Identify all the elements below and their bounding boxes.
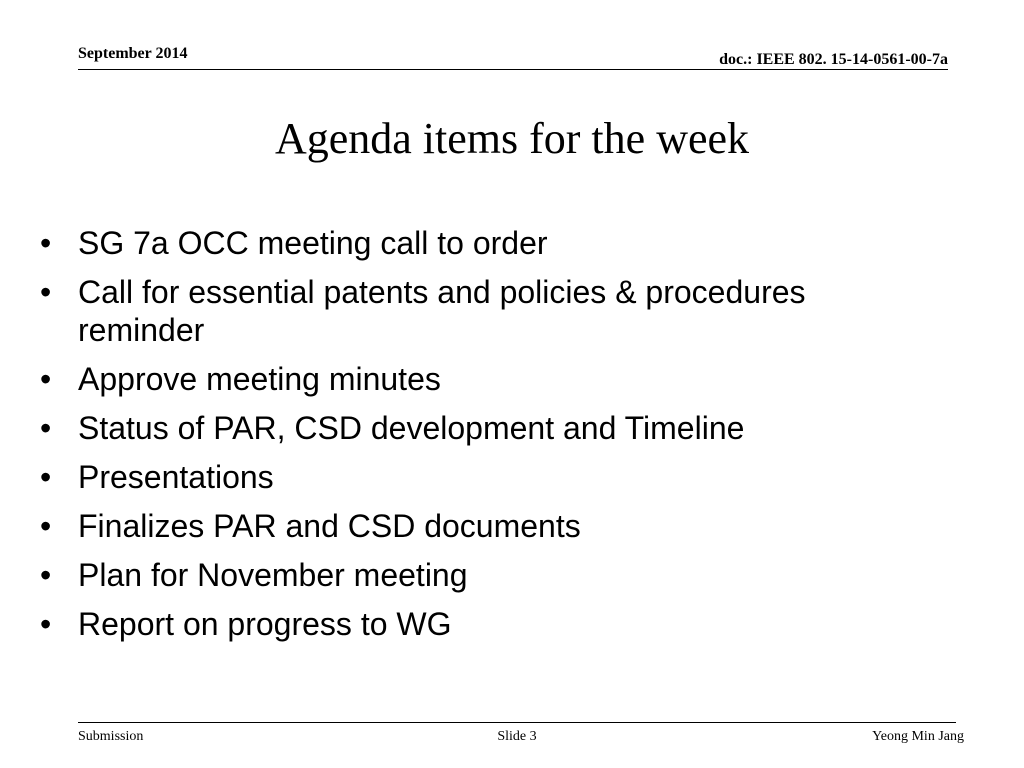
bullet-icon: • bbox=[40, 606, 52, 642]
agenda-item bbox=[40, 458, 940, 496]
agenda-item bbox=[40, 605, 940, 643]
bullet-icon: • bbox=[40, 557, 52, 593]
agenda-item-text: SG 7a OCC meeting call to order bbox=[78, 225, 548, 261]
agenda-item-text: Plan for November meeting bbox=[78, 557, 468, 593]
agenda-item bbox=[40, 360, 940, 398]
agenda-item bbox=[40, 556, 940, 594]
agenda-item-text: Approve meeting minutes bbox=[78, 361, 441, 397]
agenda-item-text: Report on progress to WG bbox=[78, 606, 452, 642]
agenda-item-text: Finalizes PAR and CSD documents bbox=[78, 508, 581, 544]
agenda-item bbox=[40, 273, 940, 349]
footer-author: Yeong Min Jang bbox=[872, 729, 964, 744]
bullet-icon: • bbox=[40, 274, 52, 310]
agenda-list bbox=[40, 224, 940, 654]
footer-slide-number: Slide 3 bbox=[497, 729, 537, 744]
agenda-item-text: Status of PAR, CSD development and Timeline bbox=[78, 410, 745, 446]
bullet-icon: • bbox=[40, 361, 52, 397]
agenda-item bbox=[40, 409, 940, 447]
header-doc-id: doc.: IEEE 802. 15-14-0561-00-7a bbox=[719, 51, 948, 68]
bullet-icon: • bbox=[40, 410, 52, 446]
agenda-item bbox=[40, 224, 940, 262]
header-divider bbox=[78, 69, 948, 70]
footer-submission: Submission bbox=[78, 729, 144, 744]
agenda-item-text: Call for essential patents and policies & procedures reminder bbox=[78, 274, 806, 348]
header-date: September 2014 bbox=[78, 45, 188, 62]
agenda-item-text: Presentations bbox=[78, 459, 274, 495]
footer-divider bbox=[78, 722, 956, 723]
bullet-icon: • bbox=[40, 459, 52, 495]
bullet-icon: • bbox=[40, 508, 52, 544]
bullet-icon: • bbox=[40, 225, 52, 261]
agenda-item bbox=[40, 507, 940, 545]
slide-title: Agenda items for the week bbox=[274, 114, 750, 163]
